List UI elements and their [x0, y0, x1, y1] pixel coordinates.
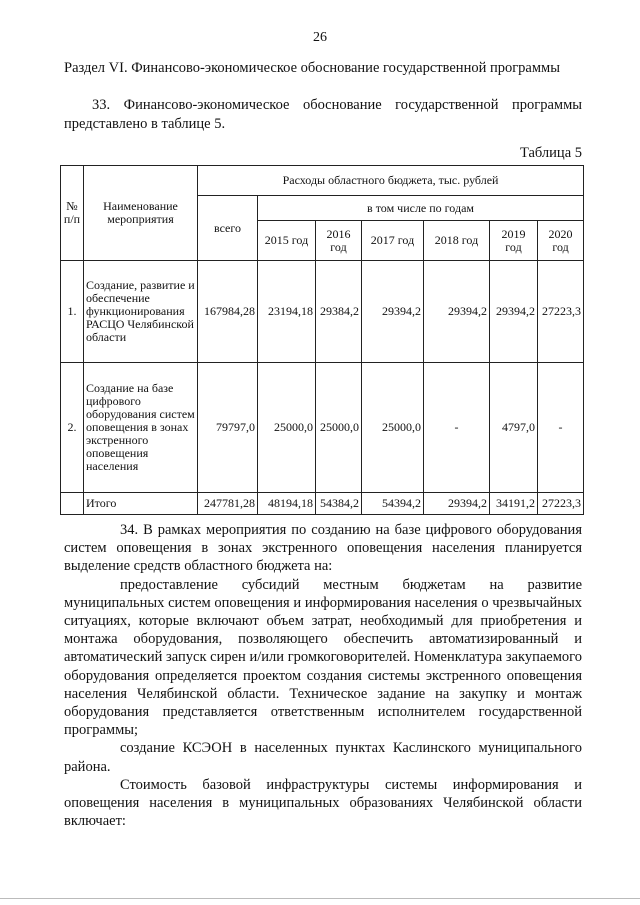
- budget-table: [60, 165, 584, 515]
- row-value: 25000,0: [258, 363, 316, 493]
- header-year: 2015 год: [258, 221, 316, 261]
- row-total: 167984,28: [198, 261, 258, 363]
- header-year: 2016 год: [316, 221, 362, 261]
- row-value: 29394,2: [424, 261, 490, 363]
- row-value: 25000,0: [362, 363, 424, 493]
- body-text: [64, 521, 582, 830]
- header-by-years: в том числе по годам: [258, 196, 584, 221]
- row-value: 4797,0: [490, 363, 538, 493]
- header-name: Наименование мероприятия: [84, 166, 198, 261]
- total-value: 54394,2: [362, 493, 424, 515]
- row-name: Создание, развитие и обеспечение функционирования РАСЦО Челябинской области: [84, 261, 198, 363]
- total-value: 29394,2: [424, 493, 490, 515]
- paragraph-33: 33. Финансово-экономическое обоснование государственной программы представлено в таблице 5.: [64, 97, 582, 132]
- row-num: 1.: [61, 261, 84, 363]
- row-value: 29384,2: [316, 261, 362, 363]
- total-sum: 247781,28: [198, 493, 258, 515]
- total-value: 34191,2: [490, 493, 538, 515]
- header-num: № п/п: [61, 166, 84, 261]
- paragraph-kseon: создание КСЭОН в населенных пунктах Каслинского муниципального района.: [64, 740, 582, 775]
- header-expenses: Расходы областного бюджета, тыс. рублей: [198, 166, 584, 196]
- row-value: 25000,0: [316, 363, 362, 493]
- paragraph-cost: Стоимость базовой инфраструктуры системы информирования и оповещения населения в муниципальных образованиях Челябинской области включает:: [64, 776, 582, 830]
- header-year: 2020 год: [538, 221, 584, 261]
- header-year: 2017 год: [362, 221, 424, 261]
- row-name: Создание на базе цифрового оборудования систем оповещения в зонах экстренного оповещения населения: [84, 363, 198, 493]
- header-year: 2019 год: [490, 221, 538, 261]
- total-value: 27223,3: [538, 493, 584, 515]
- total-value: 48194,18: [258, 493, 316, 515]
- row-value: -: [538, 363, 584, 493]
- row-value: 29394,2: [362, 261, 424, 363]
- page-number: 26: [313, 30, 327, 45]
- table-row: [61, 363, 584, 493]
- scan-edge-line: [0, 898, 640, 899]
- total-label: Итого: [84, 493, 198, 515]
- section-title: Раздел VI. Финансово-экономическое обоснование государственной программы: [64, 60, 560, 76]
- row-total: 79797,0: [198, 363, 258, 493]
- paragraph-subsidies: предоставление субсидий местным бюджетам на развитие муниципальных систем оповещения и информирования населения о чрезвычайных ситуациях, которые включают объем затрат, необходимый для приобретения и монтажа оборудования, позволяющего обеспечить автоматизированный и автоматический запуск сирен и/или громкоговорителей. Номенклатура закупаемого оборудования определяется проектом создания системы экстренного оповещения населения Челябинской области. Техническое задание на закупку и монтаж оборудования представляется ответственным исполнителем государственной программы;: [64, 576, 582, 739]
- row-value: 27223,3: [538, 261, 584, 363]
- row-value: -: [424, 363, 490, 493]
- total-row: [61, 493, 584, 515]
- total-value: 54384,2: [316, 493, 362, 515]
- header-year: 2018 год: [424, 221, 490, 261]
- header-total: всего: [198, 196, 258, 261]
- paragraph-34: 34. В рамках мероприятия по созданию на базе цифрового оборудования систем оповещения в зонах экстренного оповещения населения планируется выделение средств областного бюджета на:: [64, 522, 582, 575]
- table-caption: Таблица 5: [519, 145, 582, 161]
- row-value: 29394,2: [490, 261, 538, 363]
- row-value: 23194,18: [258, 261, 316, 363]
- table-row: [61, 261, 584, 363]
- row-num: 2.: [61, 363, 84, 493]
